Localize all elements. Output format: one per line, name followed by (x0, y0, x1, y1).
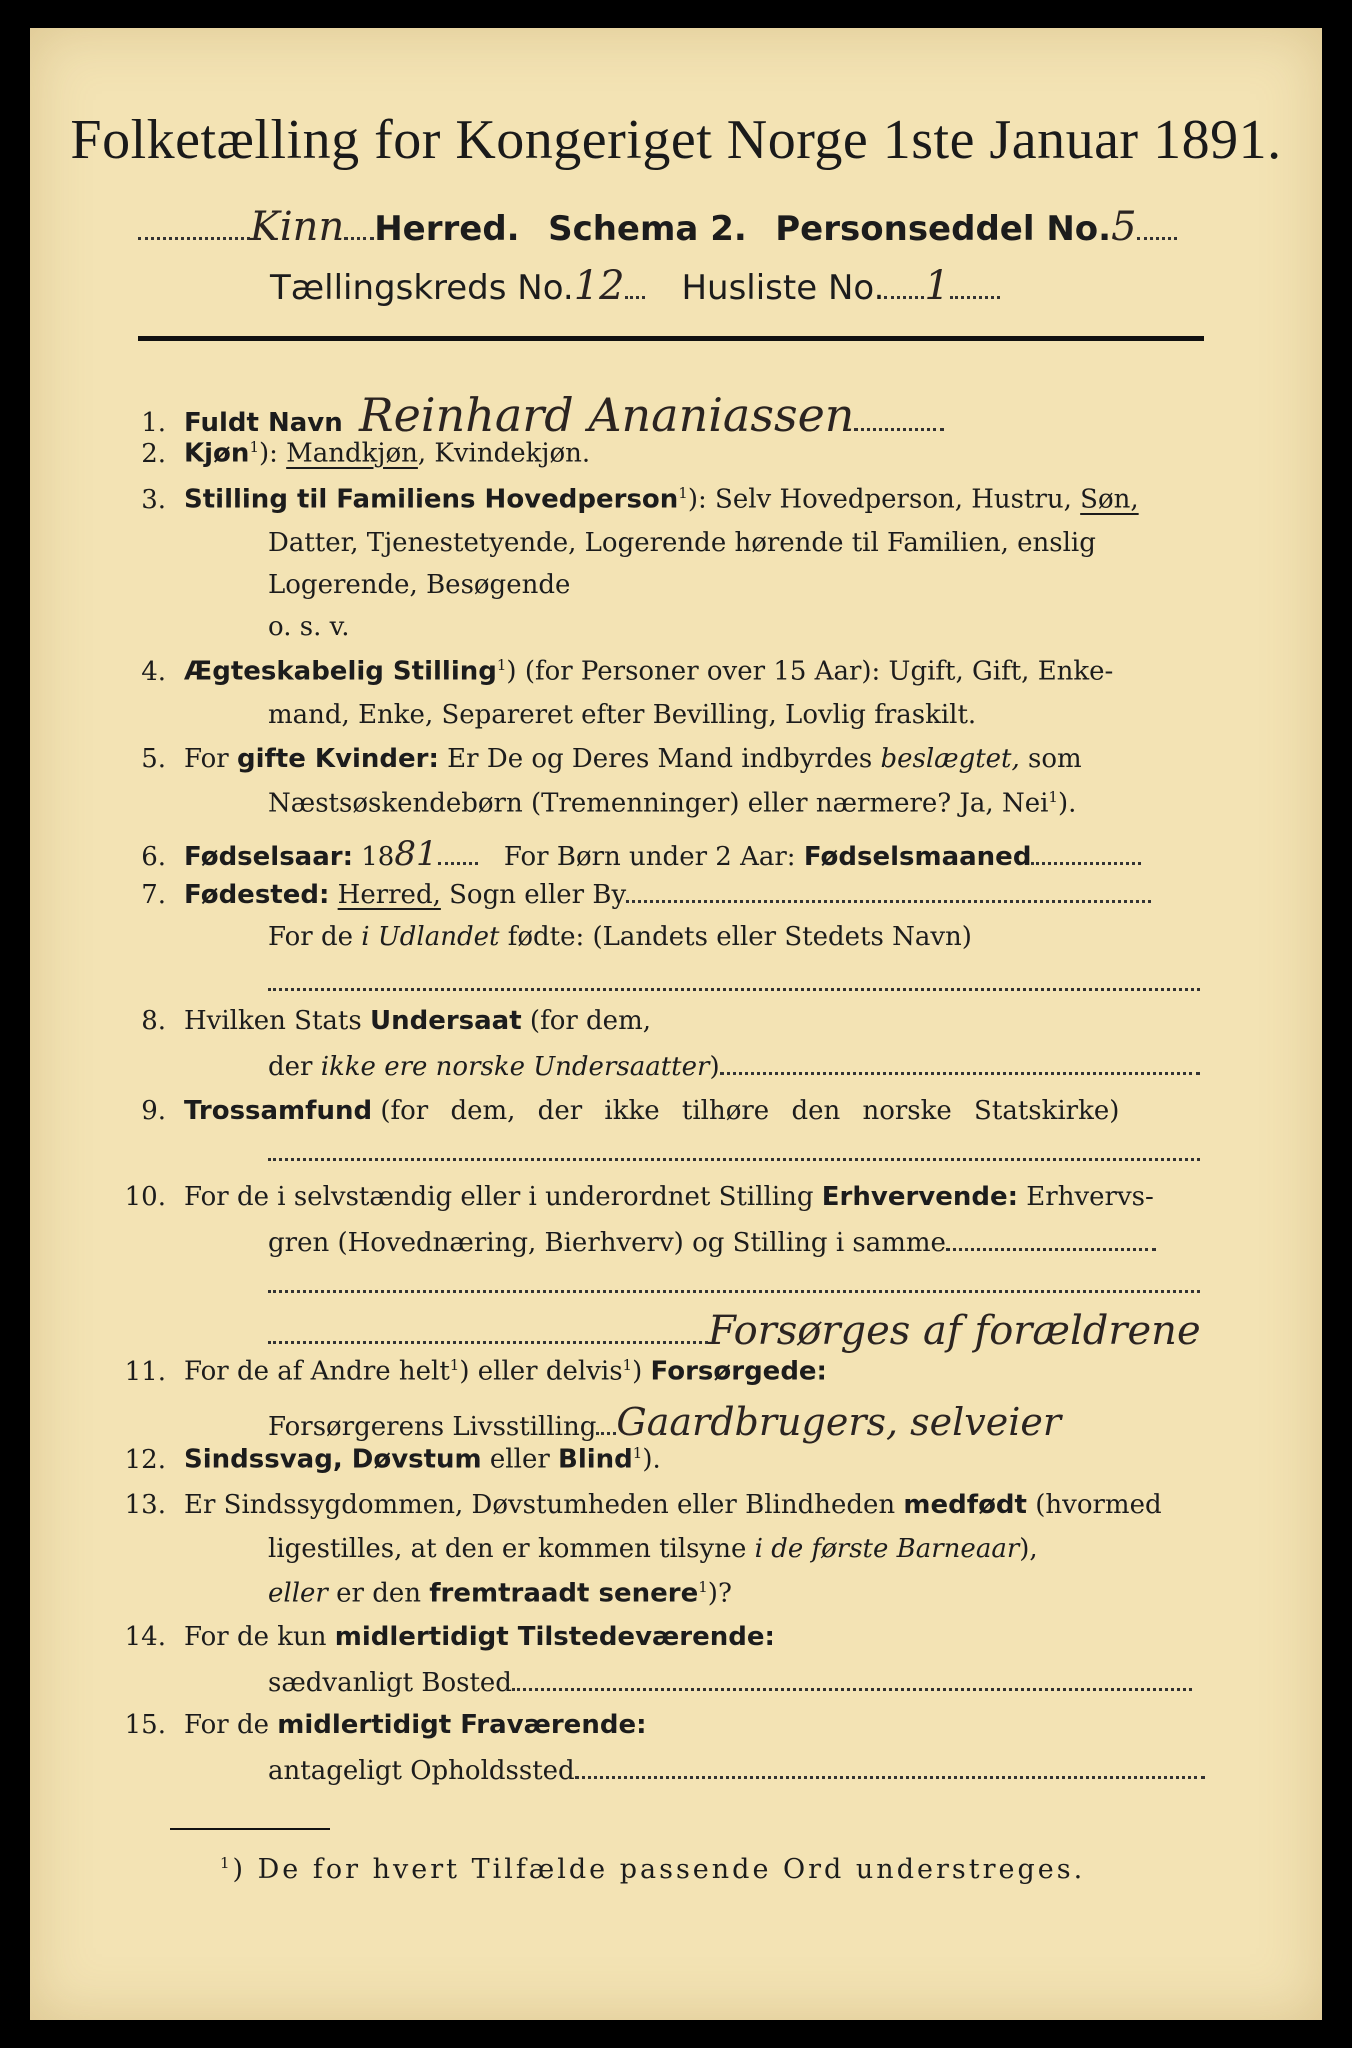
item-14: 14. For de kun midlertidigt Tilstedeværende: (124, 1622, 775, 1652)
herred-label: Herred. (374, 209, 520, 249)
taellingskreds-label: Tællingskreds No. (270, 268, 574, 308)
item-7: 7. Fødested: Herred, Sogn eller By (118, 878, 1151, 910)
item-4-line2: mand, Enke, Separeret efter Bevilling, Lovlig fraskilt. (268, 700, 977, 730)
item-11: 11. For de af Andre helt$^1$) eller delvis$^1$) Forsørgede: (124, 1356, 827, 1387)
item-9: 9. Trossamfund (for dem, der ikke tilhøre den norske Statskirke) (141, 1096, 1120, 1126)
item-3: 3. Stilling til Familiens Hovedperson$^1$): Selv Hovedperson, Hustru, Søn, (141, 484, 1139, 515)
item-3-line3: Logerende, Besøgende (268, 570, 571, 600)
item-11-line2: Forsørgerens Livsstilling Gaardbrugers, selveier (268, 1400, 1062, 1444)
item-13-line3: eller er den fremtraadt senere$^1$)? (268, 1578, 732, 1609)
husliste-label: Husliste No. (681, 268, 885, 308)
form-title: Folketælling for Kongeriget Norge 1ste Januar 1891. (70, 109, 1282, 171)
item-4: 4. Ægteskabelig Stilling$^1$) (for Personer over 15 Aar): Ugift, Gift, Enke- (141, 656, 1114, 687)
personseddel-value: 5 (1111, 204, 1137, 250)
item-2-selected: Mandkjøn (286, 438, 418, 469)
herred-value: Kinn (250, 204, 345, 250)
item-1: 1. Fuldt Navn Reinhard Ananiassen (118, 388, 944, 442)
item-13-line2: ligestilles, at den er kommen tilsyne i de første Barneaar), (268, 1534, 1038, 1564)
taellingskreds-value: 12 (573, 263, 625, 309)
item-6-value: 81 (394, 834, 438, 874)
header-row-kreds (270, 263, 1000, 309)
item-13: 13. Er Sindssygdommen, Døvstumheden eller Blindheden medfødt (hvormed (124, 1490, 1162, 1520)
item-8-line2: der ikke ere norske Undersaatter) (268, 1050, 1200, 1082)
item-1-label: Fuldt Navn (184, 408, 343, 438)
item-10-answer (268, 1308, 1201, 1354)
husliste-value: 1 (924, 263, 950, 309)
schema-label: Schema 2. (548, 209, 747, 249)
item-1-value: Reinhard Ananiassen (359, 388, 855, 442)
footnote-rule (170, 1828, 330, 1830)
item-15: 15. For de midlertidigt Fraværende: (124, 1710, 647, 1740)
item-6: 6. Fødselsaar: 1881 For Børn under 2 Aar: Fødselsmaaned (118, 834, 1141, 874)
item-5-line2: Næstsøskendebørn (Tremenninger) eller nærmere? Ja, Nei$^1$). (268, 788, 1077, 819)
item-5: 5. For gifte Kvinder: Er De og Deres Mand indbyrdes beslægtet, som (141, 744, 1082, 774)
item-2: 2. Kjøn$^1$): Mandkjøn, Kvindekjøn. (141, 438, 591, 469)
item-7-selected: Herred, (337, 880, 441, 910)
header-row-herred (138, 204, 1177, 250)
item-3-line4: o. s. v. (268, 612, 350, 642)
item-10-line2: gren (Hovednæring, Bierhverv) og Stilling i samme (268, 1226, 1156, 1258)
item-10: 10. For de i selvstændig eller i underordnet Stilling Erhvervende: Erhvervs- (124, 1182, 1154, 1212)
item-14-line2: sædvanligt Bosted (268, 1666, 1192, 1698)
item-11-value: Gaardbrugers, selveier (616, 1400, 1062, 1444)
footnote: $^1$) De for hvert Tilfælde passende Ord understreges. (220, 1854, 1086, 1885)
header-rule (138, 336, 1204, 341)
item-12: 12. Sindssvag, Døvstum eller Blind$^1$). (124, 1444, 661, 1475)
item-15-line2: antageligt Opholdssted (268, 1754, 1205, 1786)
item-3-selected: Søn, (1080, 484, 1139, 515)
personseddel-label: Personseddel No. (775, 209, 1112, 249)
item-10-value: Forsørges af forældrene (708, 1308, 1201, 1354)
item-3-line2: Datter, Tjenestetyende, Logerende hørende til Familien, enslig (268, 528, 1096, 558)
census-form-sheet (30, 28, 1322, 2020)
item-7-line2: For de i Udlandet fødte: (Landets eller Stedets Navn) (268, 922, 972, 952)
item-8: 8. Hvilken Stats Undersaat (for dem, (141, 1006, 651, 1036)
